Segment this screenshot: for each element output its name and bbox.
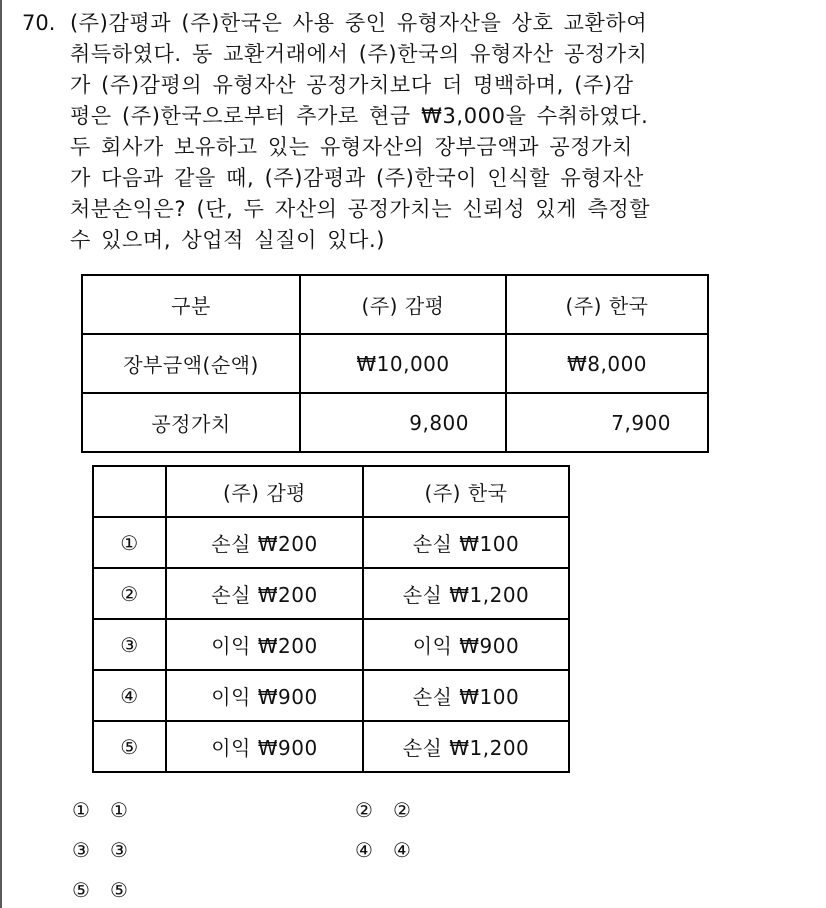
answer-choice-2[interactable] <box>355 795 411 825</box>
choice-label: ③ <box>110 838 128 862</box>
cell-value: 손실 ₩200 <box>166 517 363 568</box>
choice-label: ② <box>393 798 411 822</box>
choice-marker: ③ <box>72 838 90 862</box>
table-row <box>93 568 569 619</box>
option-number: ③ <box>93 619 166 670</box>
table-header-row <box>93 466 569 517</box>
header-company-gampyeong: (주) 감평 <box>300 275 506 334</box>
header-empty <box>93 466 166 517</box>
cell-value: 손실 ₩200 <box>166 568 363 619</box>
question-line: 가 (주)감평의 유형자산 공정가치보다 더 명백하며, (주)감 <box>70 73 634 97</box>
header-company-hanguk: (주) 한국 <box>363 466 569 517</box>
table-row <box>82 393 708 452</box>
choice-label: ④ <box>393 838 411 862</box>
choice-marker: ⑤ <box>72 878 90 902</box>
table-header-row <box>82 275 708 334</box>
choice-marker: ① <box>72 798 90 822</box>
cell-value: ₩8,000 <box>506 334 708 393</box>
answer-choice-3[interactable] <box>72 835 128 865</box>
choice-label: ① <box>110 798 128 822</box>
choice-marker: ④ <box>355 838 373 862</box>
option-number: ② <box>93 568 166 619</box>
option-number: ⑤ <box>93 721 166 772</box>
question-number: 70. <box>22 11 56 35</box>
choice-label: ⑤ <box>110 878 128 902</box>
header-category: 구분 <box>82 275 300 334</box>
page-left-border <box>0 0 2 908</box>
options-table <box>92 465 570 773</box>
table-row <box>93 619 569 670</box>
row-label: 장부금액(순액) <box>82 334 300 393</box>
header-company-gampyeong: (주) 감평 <box>166 466 363 517</box>
cell-value: 9,800 <box>300 393 506 452</box>
row-label: 공정가치 <box>82 393 300 452</box>
asset-data-table <box>81 274 709 453</box>
choice-marker: ② <box>355 798 373 822</box>
question-line: 수 있으며, 상업적 실질이 있다.) <box>70 228 386 252</box>
table-row <box>82 334 708 393</box>
cell-value: 이익 ₩900 <box>166 670 363 721</box>
header-company-hanguk: (주) 한국 <box>506 275 708 334</box>
cell-value: 7,900 <box>506 393 708 452</box>
question-line: 처분손익은? (단, 두 자산의 공정가치는 신뢰성 있게 측정할 <box>70 197 651 221</box>
table-row <box>93 517 569 568</box>
table-row <box>93 721 569 772</box>
cell-value: 이익 ₩900 <box>166 721 363 772</box>
option-number: ④ <box>93 670 166 721</box>
question-text <box>70 8 770 256</box>
cell-value: ₩10,000 <box>300 334 506 393</box>
cell-value: 손실 ₩1,200 <box>363 568 569 619</box>
cell-value: 손실 ₩100 <box>363 517 569 568</box>
question-line: (주)감평과 (주)한국은 사용 중인 유형자산을 상호 교환하여 <box>70 11 648 35</box>
question-line: 가 다음과 같을 때, (주)감평과 (주)한국이 인식할 유형자산 <box>70 166 644 190</box>
question-line: 취득하였다. 동 교환거래에서 (주)한국의 유형자산 공정가치 <box>70 42 648 66</box>
cell-value: 이익 ₩900 <box>363 619 569 670</box>
answer-choice-4[interactable] <box>355 835 411 865</box>
answer-choice-5[interactable] <box>72 875 128 905</box>
cell-value: 손실 ₩1,200 <box>363 721 569 772</box>
cell-value: 이익 ₩200 <box>166 619 363 670</box>
cell-value: 손실 ₩100 <box>363 670 569 721</box>
table-row <box>93 670 569 721</box>
option-number: ① <box>93 517 166 568</box>
answer-choice-1[interactable] <box>72 795 128 825</box>
question-line: 두 회사가 보유하고 있는 유형자산의 장부금액과 공정가치 <box>70 135 633 159</box>
question-line: 평은 (주)한국으로부터 추가로 현금 ₩3,000을 수취하였다. <box>70 104 649 128</box>
